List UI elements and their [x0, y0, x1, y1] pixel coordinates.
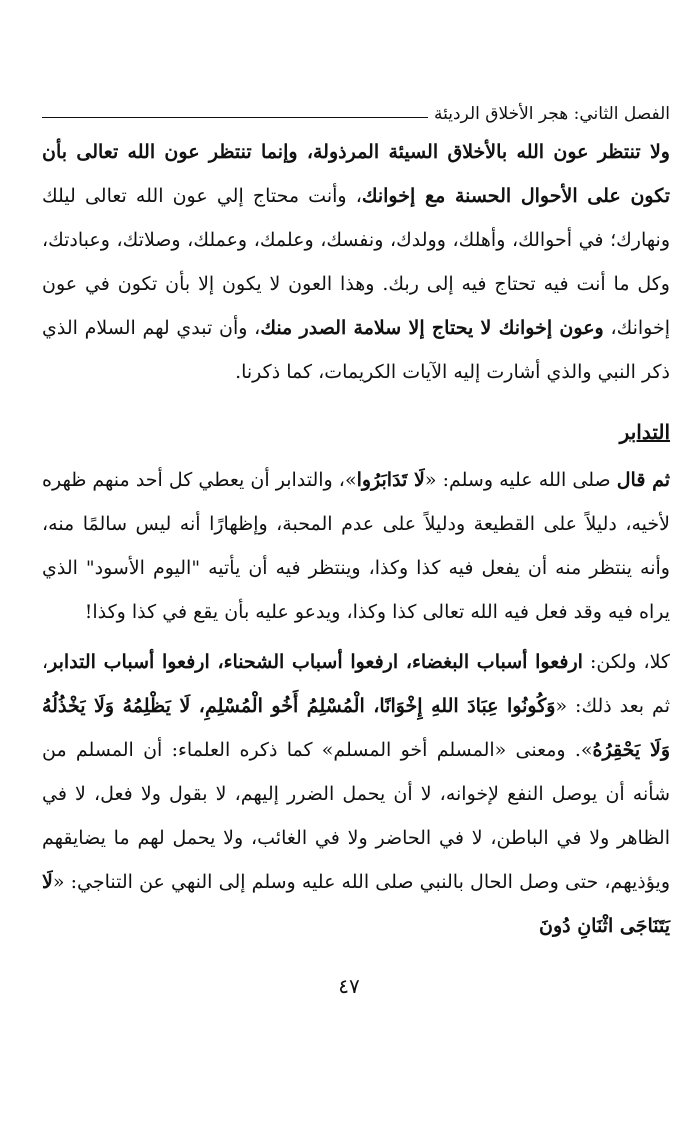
bold-sentence: وعون إخوانك لا يحتاج إلا سلامة الصدر منك	[260, 317, 604, 339]
paragraph-1	[42, 130, 670, 394]
paragraph-3	[42, 640, 670, 948]
section-heading: التدابر	[619, 420, 670, 444]
chapter-title: الفصل الثاني: هجر الأخلاق الرديئة	[434, 104, 670, 124]
body-text: كلا، ولكن:	[582, 651, 670, 673]
running-header	[42, 92, 670, 124]
book-page	[42, 92, 670, 948]
page-number: ٤٧	[338, 974, 360, 998]
body-text: ، وأن تبدي لهم السلام الذي ذكر النبي والذي أشارت إليه الآيات الكريمات، كما ذكرنا.	[42, 317, 670, 383]
bold-lead: ثم قال	[616, 469, 671, 491]
body-text: »، والتدابر أن يعطي كل أحد منهم ظهره لأخيه، دليلاً على القطيعة ودليلاً على عدم المحبة، وإظهارًا أنه ليس سالمًا منه، وأنه ينتظر منه أن يفعل فيه كذا وكذا، وينتظر فيه أن يأتيه "اليوم الأسود" الذي يراه فيه وقد فعل فيه الله تعالى كذا وكذا، ويدعو عليه بأن يقع في كذا وكذا!	[42, 469, 670, 623]
header-rule	[42, 117, 428, 118]
paragraph-2	[42, 458, 670, 634]
body-text: صلى الله عليه وسلم: «	[424, 469, 617, 491]
body-text: ، وأنت محتاج إلي عون الله تعالى ليلك ونهارك؛ في أحوالك، وأهلك، وولدك، ونفسك، وعلمك، وعملك، وصلاتك، وعبادتك، وكل ما أنت فيه تحتاج فيه إلى ربك. وهذا العون لا يكون إلا بأن تكون في عون إخوانك،	[42, 185, 671, 339]
bold-sentence: ارفعوا أسباب البغضاء، ارفعوا أسباب الشحناء، ارفعوا أسباب التدابر	[48, 651, 583, 673]
body-text: ». ومعنى «المسلم أخو المسلم» كما ذكره العلماء: أن المسلم من شأنه أن يوصل النفع لإخوانه، لا أن يحمل الضرر إليهم، لا بقول ولا فعل، لا في الظاهر ولا في الباطن، لا في الحاضر ولا في الغائب، ولا يحمل لهم ما يضايقهم ويؤذيهم، حتى وصل الحال بالنبي صلى الله عليه وسلم إلى النهي عن التناجي: «	[42, 739, 670, 893]
hadith-quote: لَا يَتَنَاجَى اثْنَانِ دُونَ	[42, 871, 670, 937]
body-text: ، ثم بعد ذلك: «	[42, 651, 670, 717]
bold-sentence: ولا تنتظر عون الله بالأخلاق السيئة المرذولة، وإنما تنتظر عون الله تعالى بأن تكون على الأحوال الحسنة مع إخوانك	[42, 141, 670, 207]
hadith-quote: لَا تَدَابَرُوا	[356, 469, 425, 491]
hadith-quote: وَكُونُوا عِبَادَ اللهِ إِخْوَانًا، الْمُسْلِمُ أَخُو الْمُسْلِمِ، لَا يَظْلِمُهُ وَلَا يَخْذُلُهُ وَلَا يَحْقِرُهُ	[42, 695, 670, 761]
